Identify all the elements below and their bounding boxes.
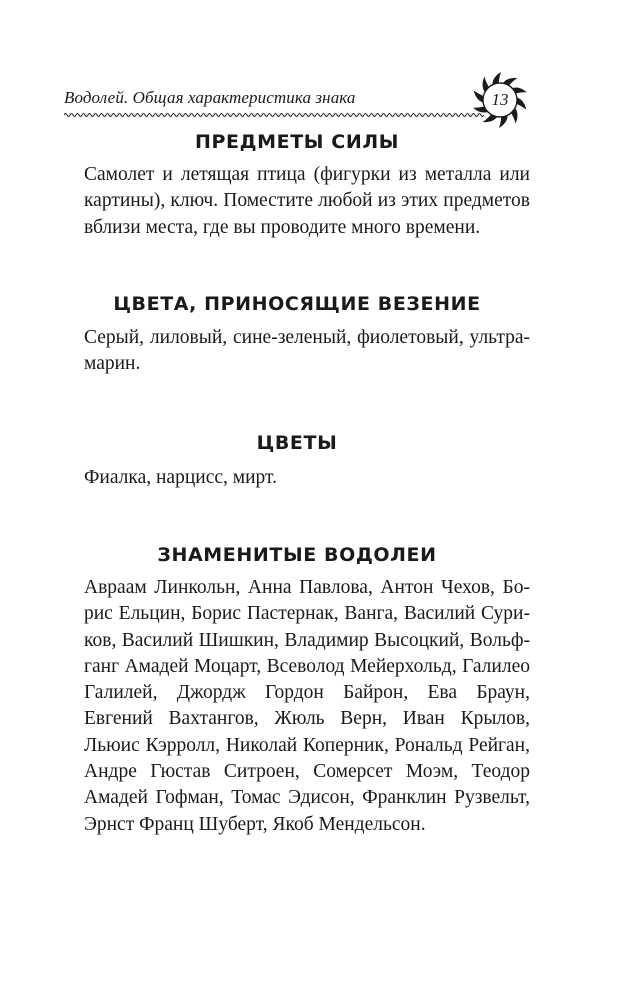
section-text-lucky-colors: Серый, лиловый, сине-зеленый, фиолетовый, ультрамарин. <box>84 327 530 375</box>
page-number: 13 <box>491 90 509 109</box>
wavy-rule <box>64 111 484 119</box>
section-title-famous-aquarians: ЗНАМЕНИТЫЕ ВОДОЛЕИ <box>157 544 437 566</box>
section-text-flowers: Фиалка, нарцисс, мирт. <box>84 467 277 488</box>
section-title-flowers: ЦВЕТЫ <box>256 432 338 454</box>
running-title: Водолей. Общая характеристика знака <box>64 88 356 107</box>
section-text-power-objects: Самолет и летящая птица (фигурки из металла или картины), ключ. Поместите любой из этих предметов вблизи места, где вы проводите много времени. <box>84 164 530 238</box>
section-text-famous-aquarians: Авраам Линкольн, Анна Павлова, Антон Чехов, Борис Ельцин, Борис Пастернак, Ванга, Василий Суриков, Василий Шишкин, Владимир Высоцкий, Вольфганг Амадей Моцарт, Всеволод Мейерхольд, Галилео Галилей, Джордж Гордон Байрон, Ева Браун, Евгений Вахтангов, Жюль Верн, Иван Крылов, Льюис Кэрролл, Николай Коперник, Рональд Рейган, Андре Гюстав Ситроен, Сомерсет Моэм, Теодор Амадей Гофман, Томас Эдисон, Франклин Рузвельт, Эрнст Франц Шуберт, Якоб Мендельсон. <box>84 577 530 835</box>
section-title-power-objects: ПРЕДМЕТЫ СИЛЫ <box>195 131 399 153</box>
section-title-lucky-colors: ЦВЕТА, ПРИНОСЯЩИЕ ВЕЗЕНИЕ <box>113 293 481 315</box>
